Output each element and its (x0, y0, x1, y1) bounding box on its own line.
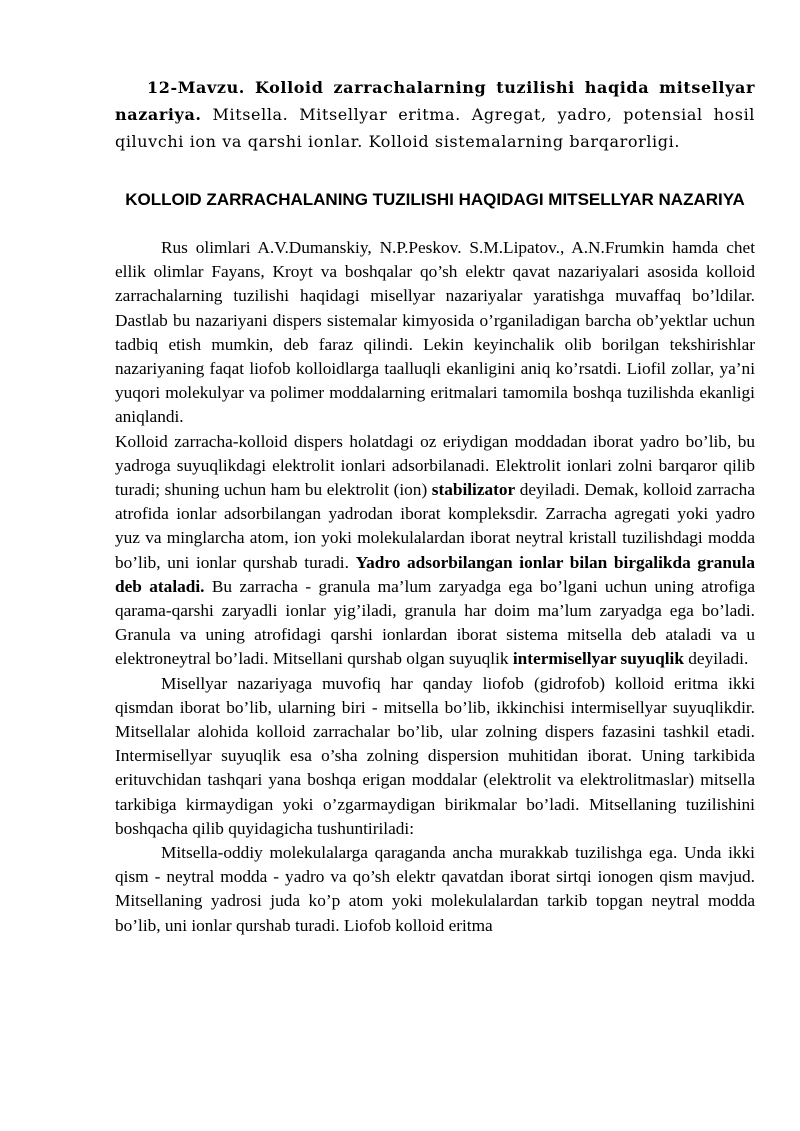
paragraph-3: Misellyar nazariyaga muvofiq har qanday liofob (gidrofob) kolloid eritma ikki qismdan iborat bo’lib, ularning biri - mitsella bo’lib, ikkinchisi intermisellyar suyuqlikdir. Mitsellalar alohida kolloid zarrachalar bo’lib, ular zolning dispers fazasini tashkil etadi. Intermisellyar suyuqlik esa o’sha zolning dispersion muhitidan iborat. Uning tarkibida erituvchidan tashqari yana boshqa erigan moddalar (elektrolit va elektrolitmaslar) mitsella tarkibiga kirmaydigan yoki o’zgarmaydigan birikmalar bo’ladi. Mitsellaning tuzilishini boshqacha qilib quyidagicha tushuntiriladi: (115, 673, 755, 838)
paragraph-1: Rus olimlari A.V.Dumanskiy, N.P.Peskov. S.M.Lipatov., A.N.Frumkin hamda chet ellik olimlar Fayans, Kroyt va boshqalar qo’sh elektr qavat nazariyalari asosida kolloid zarrachalarning tuzilishi haqidagi misellyar nazariyalar yaratishga muvaffaq bo’ldilar. Dastlab bu nazariyani dispers sistemalar kimyosida o’rganiladigan barcha ob’yektlar uchun tadbiq etish mumkin, deb faraz qilindi. Lekin keyinchalik olib borilgan tekshirishlar nazariyaning faqat liofob kolloidlarga taalluqli ekanligini aniq ko’rsatdi. Liofil zollar, ya’ni yuqori molekulyar va polimer moddalarning eritmalari tamomila boshqa tuzilishda ekanligi aniqlandi. (115, 238, 755, 427)
paragraph-4: Mitsella-oddiy molekulalarga qaraganda ancha murakkab tuzilishga ega. Unda ikki qism - neytral modda - yadro va qo’sh elektr qavatdan iborat sirtqi ionogen qism mavjud. Mitsellaning yadrosi juda ko’p atom yoki molekulalardan tarkib topgan neytral modda bo’lib, uni ionlar qurshab turadi. Liofob kolloid eritma (115, 843, 755, 935)
paragraph-2-text-e: Bu zarracha - granula ma’lum zaryadga ega bo’lgani uchun uning atrofiga qarama-qarshi zaryadli ionlar yig’iladi, granula har doim ma’lum zaryadga ega bo’ladi. Granula va uning atrofidagi qarshi ionlardan iborat sistema mitsella deb ataladi va u elektroneytral bo’ladi. Mitsellani qurshab olgan suyuqlik (115, 576, 755, 669)
term-intermisellyar-suyuqlik: intermisellyar suyuqlik (512, 649, 684, 669)
topic-subtitle: Mitsella. Mitsellyar eritma. Agregat, yadro, potensial hosil qiluvchi ion va qarshi ionlar. Kolloid sistemalarning barqarorligi. (115, 105, 756, 151)
paragraph-2 (115, 430, 755, 672)
topic-header (115, 74, 755, 155)
paragraph-2-text-g: deyiladi. (683, 649, 749, 669)
paragraph-2-text-c: deyiladi. Demak, kolloid zarracha atrofida ionlar adsorbilangan yadrodan iborat kompleksdir. Zarracha agregati yoki yadro yuz va minglarcha atom, ion yoki molekulalardan iborat neytral kristall tuzilishdagi modda bo’lib, uni ionlar qurshab turadi. (115, 480, 755, 572)
topic-title: 12-Mavzu. Kolloid zarrachalarning tuzilishi haqida mitsellyar nazariya. (115, 78, 755, 124)
term-stabilizator: stabilizator (431, 480, 516, 500)
granula-definition: Yadro adsorbilangan ionlar bilan birgalikda granula deb ataladi. (115, 552, 756, 596)
paragraph-2-text-a: Kolloid zarracha-kolloid dispers holatdagi oz eriydigan moddadan iborat yadro bo’lib, bu yadroga suyuqlikdagi elektrolit ionlari adsorbilanadi. Elektrolit ionlari zolni barqaror qilib turadi; shuning uchun ham bu elektrolit (ion) (115, 431, 755, 500)
document-page (115, 74, 755, 938)
section-heading: KOLLOID ZARRACHALANING TUZILISHI HAQIDAGI MITSELLYAR NAZARIYA (125, 190, 745, 209)
